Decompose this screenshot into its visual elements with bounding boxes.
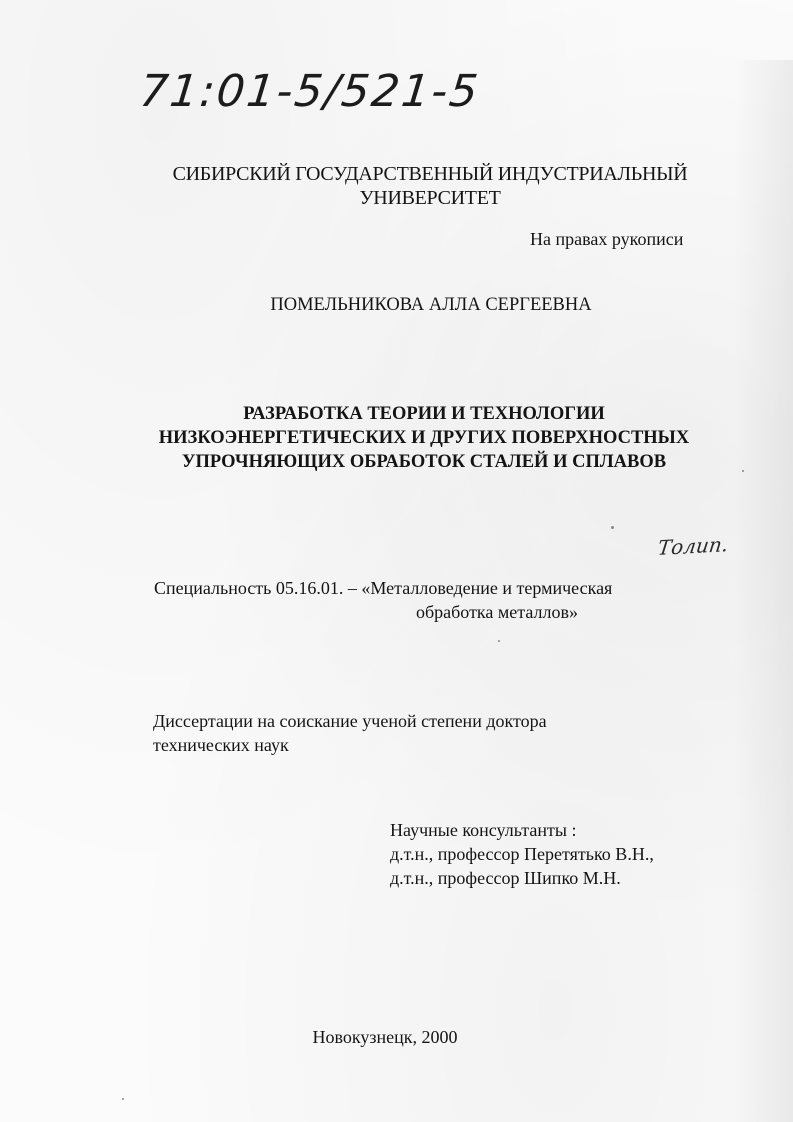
handwritten-note: Толип.	[656, 532, 730, 560]
scan-speck	[498, 640, 500, 642]
specialty-line-2: обработка металлов»	[416, 602, 578, 622]
scan-speck	[611, 526, 614, 529]
university-name	[0, 162, 793, 210]
title-line-3: УПРОЧНЯЮЩИХ ОБРАБОТОК СТАЛЕЙ И СПЛАВОВ	[181, 452, 667, 472]
author-name: ПОМЕЛЬНИКОВА АЛЛА СЕРГЕЕВНА	[270, 295, 592, 315]
scan-edge-shadow	[733, 60, 793, 1122]
dissertation-title	[0, 402, 793, 474]
place-and-year: Новокузнецк, 2000	[312, 1027, 458, 1047]
degree-line-1: Диссертации на соискание ученой степени доктора	[153, 711, 547, 731]
consultants-heading: Научные консультанты :	[390, 820, 577, 840]
scan-speck	[122, 1098, 124, 1100]
inventory-number: 71:01-5/521-5	[137, 66, 483, 117]
degree-statement	[153, 709, 547, 757]
consultant-item: д.т.н., профессор Перетятько В.Н.,	[390, 844, 654, 864]
specialty-line-1: Специальность 05.16.01. – «Металловедение и термическая	[154, 578, 613, 598]
title-line-1: РАЗРАБОТКА ТЕОРИИ И ТЕХНОЛОГИИ	[243, 404, 605, 424]
university-name-line-1: СИБИРСКИЙ ГОСУДАРСТВЕННЫЙ ИНДУСТРИАЛЬНЫЙ	[172, 163, 688, 185]
degree-line-2: технических наук	[153, 735, 289, 755]
university-name-line-2: УНИВЕРСИТЕТ	[359, 187, 501, 209]
consultants-block	[390, 818, 654, 890]
title-line-2: НИЗКОЭНЕРГЕТИЧЕСКИХ И ДРУГИХ ПОВЕРХНОСТНЫХ	[158, 428, 690, 448]
consultant-item: д.т.н., профессор Шипко М.Н.	[390, 868, 621, 888]
scan-speck	[742, 470, 744, 472]
rights-note: На правах рукописи	[530, 229, 684, 249]
